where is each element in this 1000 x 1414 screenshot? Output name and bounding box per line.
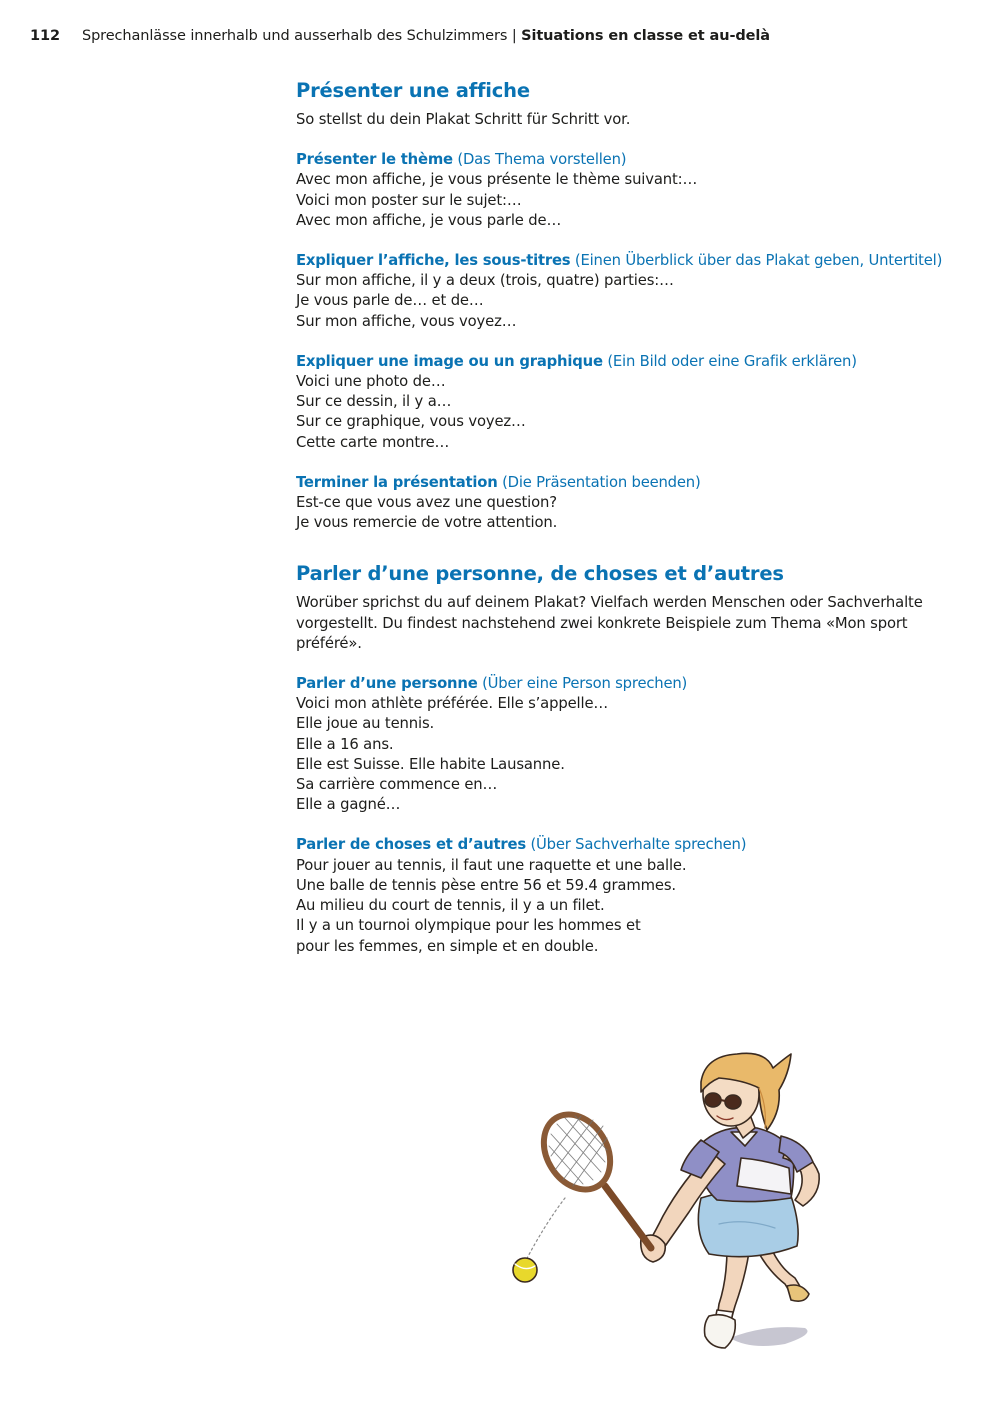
phrase-line: Est-ce que vous avez une question?: [296, 494, 557, 512]
section-title: Parler d’une personne, de choses et d’autres: [296, 562, 784, 586]
phrase-line: Avec mon affiche, je vous parle de…: [296, 211, 562, 229]
block-heading-fr: Parler de choses et d’autres: [296, 836, 526, 854]
header-separator: |: [507, 28, 522, 44]
phrase-line: Au milieu du court de tennis, il y a un filet.: [296, 897, 605, 915]
page-number: 112: [30, 28, 60, 44]
phrase-line: Elle joue au tennis.: [296, 715, 435, 733]
block-heading: [296, 251, 943, 271]
tennis-player-illustration: [505, 1048, 840, 1360]
phrase-line: Pour jouer au tennis, il faut une raquette et une balle.: [296, 856, 687, 874]
phrase-block: [296, 352, 936, 453]
phrase-line: Je vous parle de… et de…: [296, 292, 484, 310]
phrase-line: Cette carte montre…: [296, 433, 450, 451]
phrase-line: pour les femmes, en simple et en double.: [296, 937, 599, 955]
phrase-line: Voici une photo de…: [296, 373, 446, 391]
block-heading: [296, 150, 936, 170]
phrase-line: Voici mon poster sur le sujet:…: [296, 191, 522, 209]
phrase-line: Elle a 16 ans.: [296, 735, 394, 753]
phrase-line: Avec mon affiche, je vous présente le thème suivant:…: [296, 171, 698, 189]
phrase-line: Sur ce graphique, vous voyez…: [296, 413, 526, 431]
block-heading-fr: Présenter le thème: [296, 151, 453, 169]
section-presenter-affiche: [296, 78, 943, 533]
phrase-block: [296, 150, 936, 231]
section-intro: So stellst du dein Plakat Schritt für Schritt vor.: [296, 111, 631, 128]
section-intro: Worüber sprichst du auf deinem Plakat? Vielfach werden Menschen oder Sachverhalte vorgestellt. Du findest nachstehend zwei konkrete Beispiele zum Thema «Mon sport préféré».: [296, 594, 923, 652]
section-parler-personne: [296, 561, 936, 956]
block-heading-fr: Expliquer une image ou un graphique: [296, 352, 603, 370]
block-heading-de: (Die Präsentation beenden): [497, 473, 701, 491]
phrase-block: [296, 473, 936, 534]
section-title: Présenter une affiche: [296, 79, 530, 102]
phrase-block: [296, 674, 936, 815]
phrase-line: Une balle de tennis pèse entre 56 et 59.4 grammes.: [296, 876, 676, 894]
block-heading-de: (Über eine Person sprechen): [477, 675, 688, 693]
phrase-line: Sur ce dessin, il y a…: [296, 393, 452, 411]
phrase-line: Elle est Suisse. Elle habite Lausanne.: [296, 755, 565, 773]
block-heading-de: (Das Thema vorstellen): [452, 151, 627, 169]
block-heading-de: (Über Sachverhalte sprechen): [525, 836, 747, 854]
block-heading: [296, 473, 936, 493]
running-head: [30, 26, 770, 46]
header-title-fr: Situations en classe et au-delà: [521, 28, 770, 44]
phrase-line: Elle a gagné…: [296, 796, 401, 814]
block-heading: [296, 674, 936, 694]
main-content: [296, 78, 943, 957]
phrase-line: Voici mon athlète préférée. Elle s’appelle…: [296, 695, 609, 713]
block-heading-fr: Terminer la présentation: [296, 473, 498, 491]
header-title-de: Sprechanlässe innerhalb und ausserhalb des Schulzimmers: [81, 28, 508, 44]
phrase-block: [296, 251, 943, 332]
phrase-block: [296, 835, 936, 956]
block-heading-fr: Parler d’une personne: [296, 675, 478, 693]
block-heading-fr: Expliquer l’affiche, les sous-titres: [296, 252, 571, 270]
block-heading: [296, 835, 936, 855]
phrase-line: Je vous remercie de votre attention.: [296, 514, 558, 532]
phrase-line: Sur mon affiche, il y a deux (trois, quatre) parties:…: [296, 272, 674, 290]
phrase-line: Sur mon affiche, vous voyez…: [296, 312, 517, 330]
block-heading: [296, 352, 936, 372]
block-heading-de: (Ein Bild oder eine Grafik erklären): [602, 352, 857, 370]
phrase-line: Il y a un tournoi olympique pour les hommes et: [296, 917, 641, 935]
block-heading-de: (Einen Überblick über das Plakat geben, Untertitel): [570, 252, 943, 270]
phrase-line: Sa carrière commence en…: [296, 776, 498, 794]
